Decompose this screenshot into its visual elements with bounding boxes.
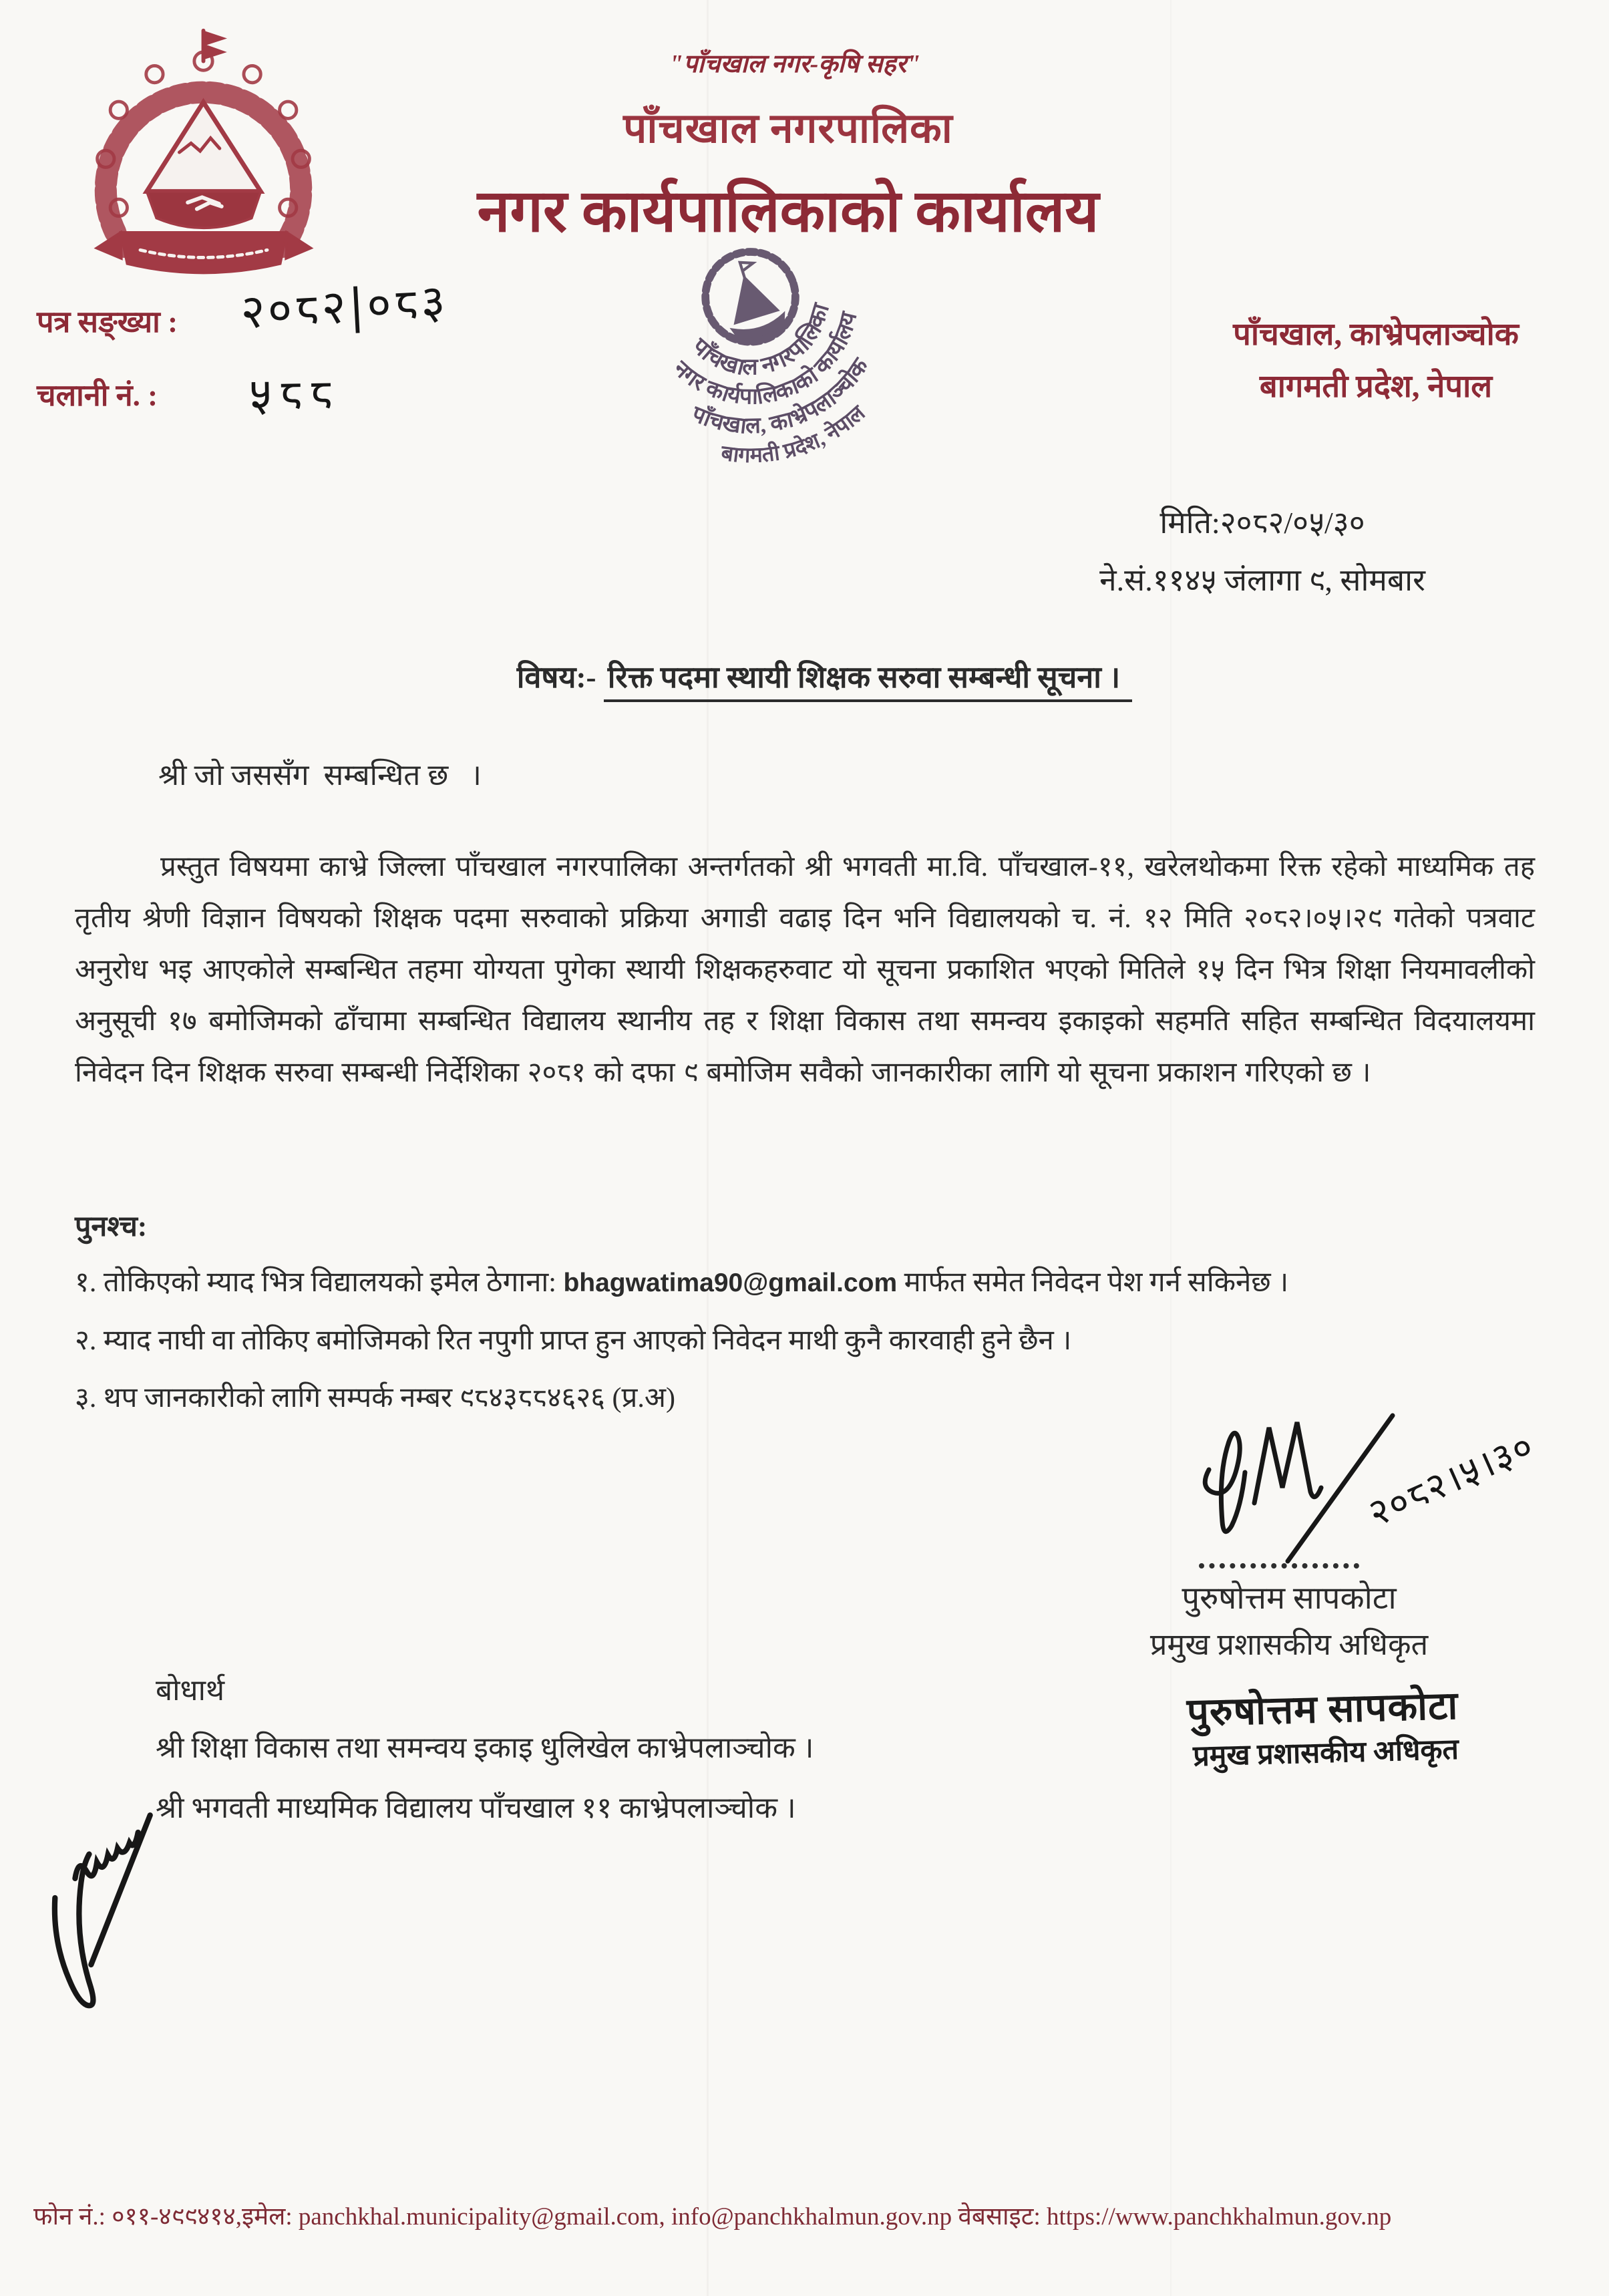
body-paragraph: प्रस्तुत विषयमा काभ्रे जिल्ला पाँचखाल नगरपालिका अन्तर्गतको श्री भगवती मा.वि. पाँचखाल-११, खरेलथोकमा रिक्त रहेको माध्यमिक तह तृतीय श्रेणी विज्ञान विषयको शिक्षक पदमा सरुवाको प्रक्रिया अगाडी वढाइ दिन भनि विद्यालयको च. नं. १२ मिति २०८२।०५।२९ गतेको पत्रवाट अनुरोध भइ आएकोले सम्बन्धित तहमा योग्यता पुगेका स्थायी शिक्षकहरुवाट यो सूचना प्रकाशित भएको मितिले १५ दिन भित्र शिक्षा नियमावलीको अनुसूची १७ बमोजिमको ढाँचामा सम्बन्धित विद्यालय स्थानीय तह र शिक्षा विकास तथा समन्वय इकाइको सहमति सहित सम्बन्धित विदयालयमा निवेदन दिन शिक्षक सरुवा सम्बन्धी निर्देशिका २०८१ को दफा ९ बमोजिम सवैको जानकारीका लागि यो सूचना प्रकाशन गरिएको छ । [75, 852, 1535, 1088]
website-url: https://www.panchkhalmun.gov.np [1046, 2203, 1392, 2231]
stamp-crest-icon [694, 240, 806, 353]
email-address-1: panchkhal.municipality@gmail.com [298, 2203, 659, 2231]
address-line-2: बागमती प्रदेश, नेपाल [1259, 369, 1493, 404]
cc-label: बोधार्थ [156, 1674, 225, 1707]
stamp-arc-text-4: बागमती प्रदेश, नेपाल [719, 401, 870, 468]
postscript-items [75, 1256, 1535, 1429]
item1-text-post: मार्फत समेत निवेदन पेश गर्न सकिनेछ । [897, 1267, 1289, 1298]
initial-scribble [35, 1796, 188, 2023]
phone-label: फोन नं.: [33, 2203, 112, 2231]
signatory-name: पुरुषोत्तम सापकोटा [1182, 1581, 1397, 1616]
office-address [1196, 309, 1556, 413]
municipality-name: पाँचखाल नगरपालिका [623, 106, 953, 152]
title-stamp-text: प्रमुख प्रशासकीय अधिकृत [1192, 1734, 1459, 1773]
subject-line [0, 656, 1609, 697]
office-round-stamp [604, 230, 942, 489]
stamp-arc-text-1: पाँचखाल नगरपालिका [687, 301, 834, 381]
name-stamp-text: पुरुषोत्तम सापकोटा [1186, 1683, 1459, 1735]
flag-icon [204, 31, 223, 61]
date-block [955, 494, 1570, 609]
handwritten-signature-date: २०८२।५।३० [1362, 1424, 1542, 1536]
subject-label: विषय:- [516, 661, 596, 694]
date-bs: मिति:२०८२/०५/३० [1159, 506, 1365, 540]
banner-ribbon [97, 232, 311, 273]
signatory-title: प्रमुख प्रशासकीय अधिकृत [1149, 1628, 1429, 1661]
postscript-item-3: ३. थप जानकारीको लागि सम्पर्क नम्बर ९८४३८८४६२६ (प्र.अ) [75, 1383, 675, 1414]
salutation: श्री जो जससँग सम्बन्धित छ । [158, 759, 482, 792]
cc-line-1: श्री शिक्षा विकास तथा समन्वय इकाइ धुलिखेल काभ्रेपलाञ्चोक । [156, 1732, 814, 1764]
mountain-icon [147, 102, 261, 192]
cc-line-2: श्री भगवती माध्यमिक विद्यालय पाँचखाल ११ काभ्रेपलाञ्चोक । [156, 1792, 796, 1824]
municipal-crest-logo [53, 25, 354, 283]
stamp-arc-text-2: नगर कार्यपालिकाको कार्यालय [668, 309, 862, 409]
address-line-1: पाँचखाल, काभ्रेपलाञ्चोक [1233, 317, 1519, 352]
postscript-item-2: २. म्याद नाघी वा तोकिए बमोजिमको रित नपुगी प्राप्त हुन आएको निवेदन माथी कुनै कारवाही हुने छैन । [75, 1325, 1072, 1356]
website-label: वेबसाइट: [952, 2203, 1047, 2231]
postscript-label: पुनश्च: [75, 1211, 148, 1243]
email-label: ,इमेल: [235, 2203, 299, 2231]
dispatch-number-value-handwritten: ५८८ [248, 367, 340, 422]
office-name: नगर कार्यपालिकाको कार्यालय [477, 180, 1099, 244]
municipality-motto: "पाँचखाल नगर-कृषि सहर" [669, 50, 921, 78]
footer-contact-line [33, 2198, 1590, 2232]
email-separator: , [659, 2203, 671, 2231]
dispatch-number-label: चलानी नं. : [37, 379, 158, 412]
postscript-item-1 [75, 1256, 1535, 1310]
letter-number-label: पत्र सङ्ख्या : [37, 305, 178, 339]
phone-number: ०११-४९९४१४ [112, 2203, 236, 2231]
email-address-2: info@panchkhalmun.gov.np [671, 2203, 952, 2231]
subject-text: रिक्त पदमा स्थायी शिक्षक सरुवा सम्बन्धी सूचना । [604, 661, 1132, 702]
item1-text-pre: १. तोकिएको म्याद भित्र विद्यालयको इमेल ठेगाना: [75, 1267, 564, 1298]
date-nepal-sambat: ने.सं.११४५ जंलागा ९, सोमबार [1099, 563, 1425, 597]
school-email: bhagwatima90@gmail.com [563, 1269, 898, 1297]
signature-dotted-line [1199, 1536, 1359, 1569]
letter-number-value-handwritten: २०८२|०८३ [239, 273, 450, 340]
stamp-arc-text-3: पाँचखाल, काभ्रेपलाञ्चोक [688, 354, 874, 439]
